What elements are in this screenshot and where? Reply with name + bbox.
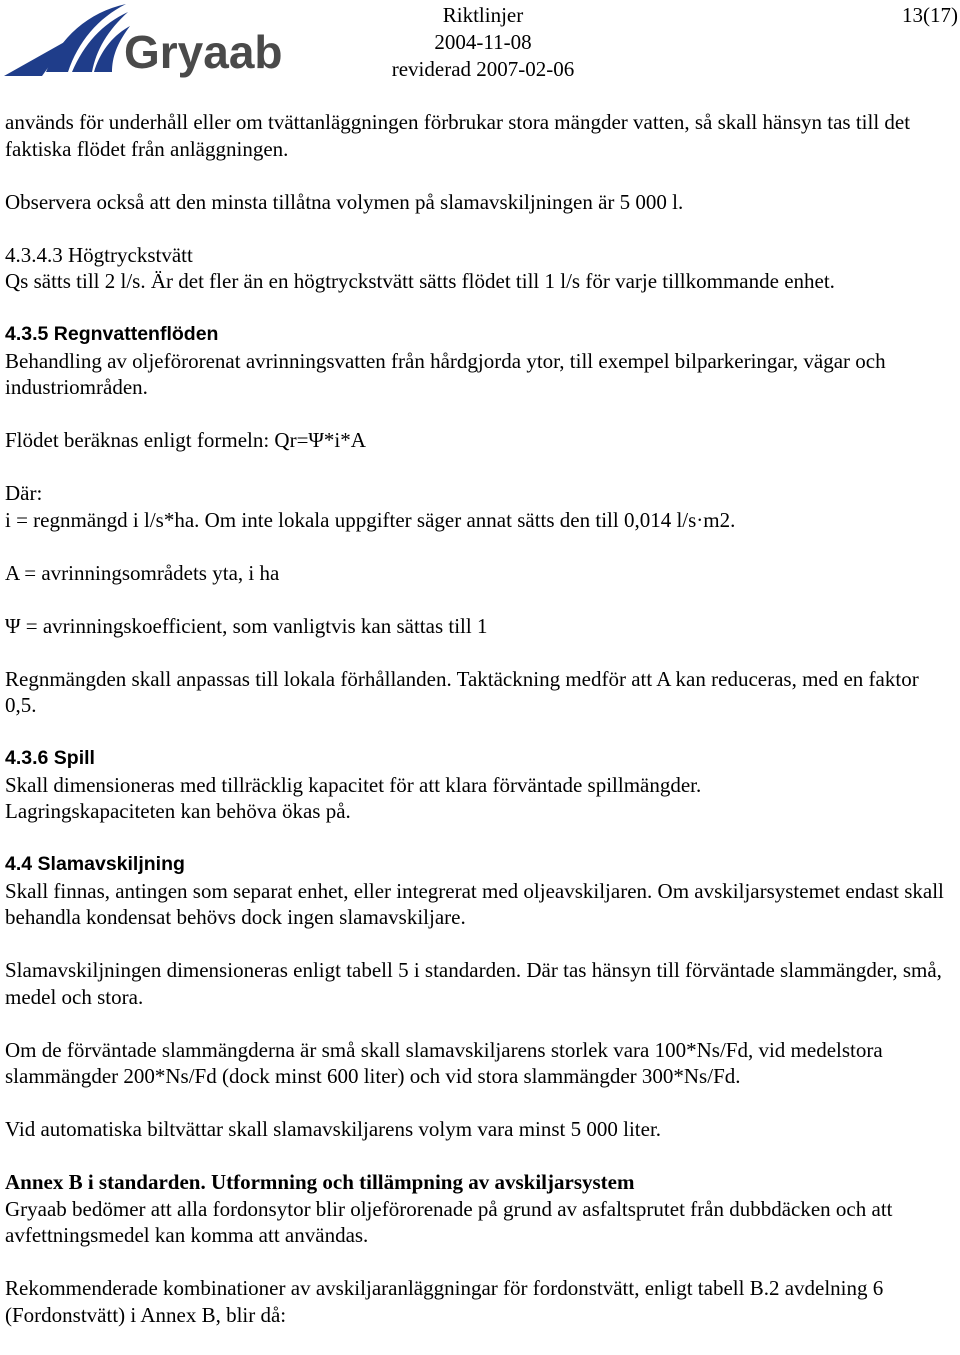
definition-psi: Ψ = avrinningskoefficient, som vanligtvis kan sättas till 1 [5, 613, 488, 638]
paragraph: Rekommenderade kombinationer av avskiljaranläggningar för fordonstvätt, enligt tabell B.2 avdelning 6 (Fordonstvätt) i Annex B, blir då: [5, 1276, 884, 1327]
section-text: Qs sätts till 2 l/s. Är det fler än en högtryckstvätt sätts flödet till 1 l/s för varje tillkommande enhet. [5, 269, 835, 293]
section-text: Behandling av oljeförorenat avrinningsvatten från hårdgjorda ytor, till exempel bilparkeringar, vägar och industriområden. [5, 348, 886, 399]
annex-b [5, 1169, 955, 1249]
section-4-3-6 [5, 745, 955, 825]
section-heading: 4.3.6 Spill [5, 747, 95, 769]
header-center [330, 2, 636, 83]
page-number: 13(17) [902, 3, 958, 27]
definition-a: A = avrinningsområdets yta, i ha [5, 560, 280, 585]
gryaab-logo-mark [2, 2, 302, 80]
doc-type: Riktlinjer [442, 3, 524, 27]
section-4-3-5 [5, 321, 955, 401]
paragraph: Regnmängden skall anpassas till lokala förhållanden. Taktäckning medför att A kan reduceras, med en faktor 0,5. [5, 666, 919, 717]
section-4-3-4-3 [5, 242, 955, 295]
section-4-4 [5, 851, 955, 931]
paragraph: Slamavskiljningen dimensioneras enligt tabell 5 i standarden. Där tas hänsyn till förväntade slammängder, små, medel och stora. [5, 958, 942, 1009]
doc-date: 2004-11-08 [434, 30, 532, 54]
section-text: Lagringskapaciteten kan behöva ökas på. [5, 799, 351, 823]
annex-text: Gryaab bedömer att alla fordonsytor blir oljeförorenade på grund av asfaltsprutet från dubbdäcken och att avfettningsmedel kan komma att användas. [5, 1196, 893, 1247]
formula: Flödet beräknas enligt formeln: Qr=Ψ*i*A [5, 428, 366, 452]
definitions [5, 480, 955, 533]
section-text: Skall dimensioneras med tillräcklig kapacitet för att klara förväntade spillmängder. [5, 772, 702, 797]
paragraph: Vid automatiska biltvättar skall slamavskiljarens volym vara minst 5 000 liter. [5, 1117, 662, 1141]
section-heading: 4.3.4.3 Högtryckstvätt [5, 242, 193, 267]
paragraph: Observera också att den minsta tillåtna volymen på slamavskiljningen är 5 000 l. [5, 189, 684, 214]
gryaab-logo [2, 2, 302, 80]
document-body [5, 109, 955, 1355]
paragraph: Om de förväntade slammängderna är små skall slamavskiljarens storlek vara 100*Ns/Fd, vid medelstora slammängder 200*Ns/Fd (dock minst 600 liter) och vid stora slammängder 300*Ns/Fd. [5, 1037, 883, 1088]
section-heading: 4.4 Slamavskiljning [5, 853, 185, 875]
annex-heading: Annex B i standarden. Utformning och tillämpning av avskiljarsystem [5, 1170, 635, 1194]
section-heading: 4.3.5 Regnvattenflöden [5, 323, 219, 345]
dar-label: Där: [5, 481, 43, 505]
revision-date: reviderad 2007-02-06 [391, 57, 575, 81]
paragraph: används för underhåll eller om tvättanläggningen förbrukar stora mängder vatten, så skall hänsyn tas till det faktiska flödet från anläggningen. [5, 110, 911, 161]
logo-text: Gryaab [124, 26, 283, 78]
section-text: Skall finnas, antingen som separat enhet, eller integrerat med oljeavskiljaren. Om avskiljarsystemet endast skall behandla kondensat behövs dock ingen slamavskiljare. [5, 878, 944, 929]
definition-i: i = regnmängd i l/s*ha. Om inte lokala uppgifter säger annat sätts den till 0,014 l/s·m2. [5, 507, 736, 532]
